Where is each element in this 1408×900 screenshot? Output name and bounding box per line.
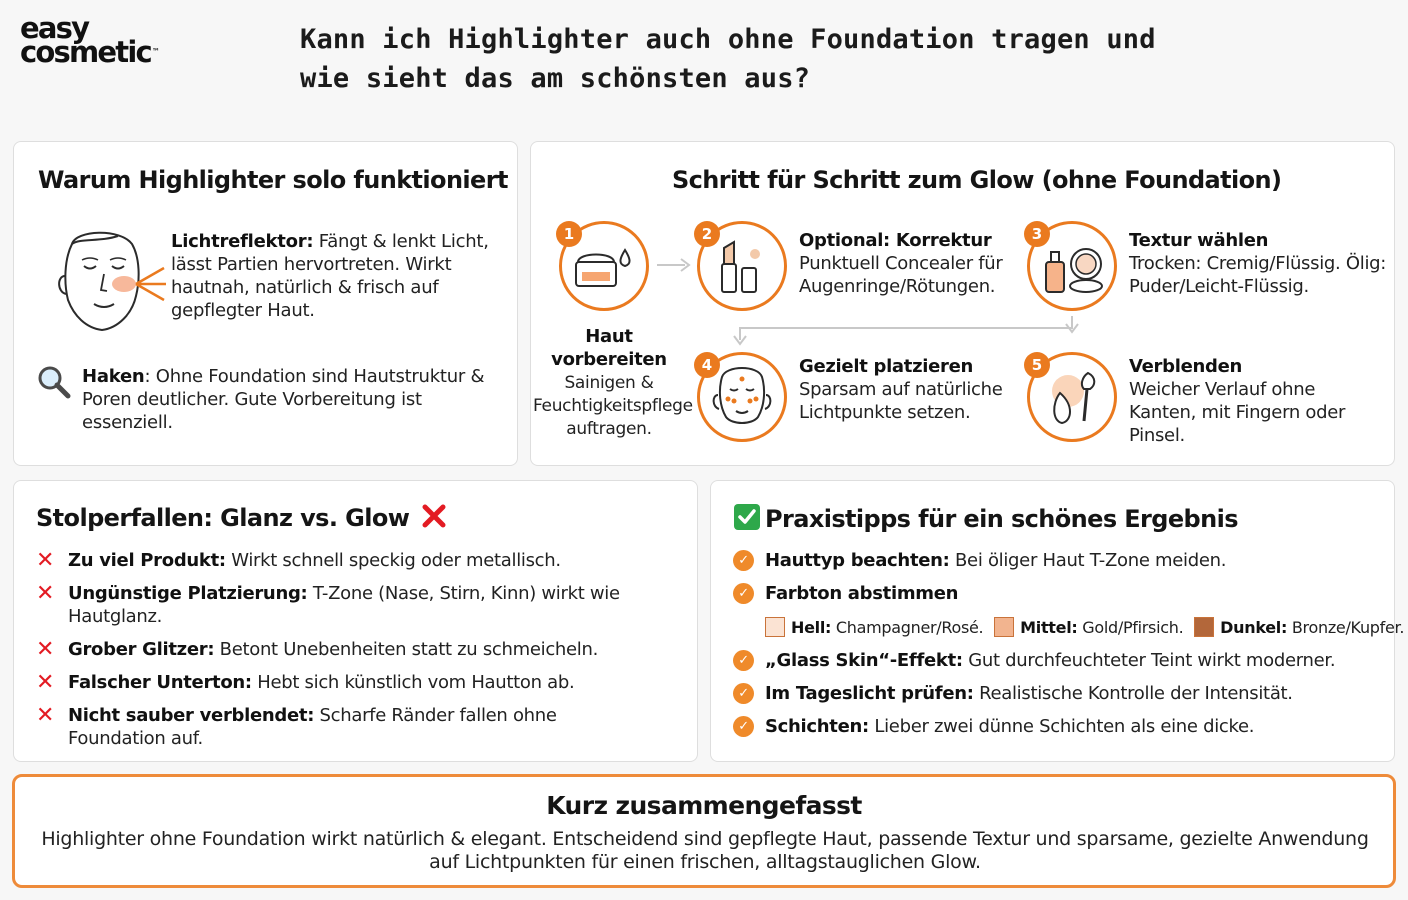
check-circle-icon: ✓ — [733, 650, 754, 671]
check-circle-icon: ✓ — [733, 583, 754, 604]
magnifier-icon — [36, 364, 72, 400]
step-4-number: 4 — [694, 352, 720, 378]
brand-logo[interactable] — [20, 11, 160, 69]
step-2-number: 2 — [694, 221, 720, 247]
step-3-text: Textur wählen Trocken: Cremig/Flüssig. Ölig: Puder/Leicht-Flüssig. — [1129, 230, 1387, 297]
tip-item: ✓ Farbton abstimmen — [733, 582, 1373, 605]
green-check-icon — [733, 503, 761, 531]
check-circle-icon: ✓ — [733, 550, 754, 571]
steps-title: Schritt für Schritt zum Glow (ohne Foundation) — [672, 166, 1282, 194]
swatch-medium — [994, 617, 1014, 637]
catch-text: Haken: Ohne Foundation sind Hautstruktur & Poren deutlicher. Gute Vorbereitung ist essenziell. — [82, 366, 485, 433]
summary-text: Highlighter ohne Foundation wirkt natürlich & elegant. Entscheidend sind gepflegte Haut, passende Textur und sparsame, gezielte Anwendung auf Lichtpunkten für einen frischen, alltagstauglichen Glow. — [41, 828, 1369, 873]
pitfalls-list — [36, 549, 636, 760]
step-5-number: 5 — [1024, 352, 1050, 378]
face-glow-icon — [44, 224, 174, 342]
steps-card — [530, 141, 1395, 466]
summary-box — [12, 774, 1396, 888]
cross-icon: ✕ — [36, 703, 55, 728]
brand-line-1: easy — [20, 11, 89, 45]
swatch-dark — [1194, 617, 1214, 637]
cross-icon — [421, 503, 447, 529]
pitfall-item: ✕ Grober Glitzer: Betont Unebenheiten statt zu schmeicheln. — [36, 637, 599, 662]
pitfall-item: ✕ Ungünstige Platzierung: T-Zone (Nase, Stirn, Kinn) wirkt wie Hautglanz. — [36, 581, 620, 627]
step-3-number: 3 — [1024, 221, 1050, 247]
cross-icon: ✕ — [36, 637, 55, 662]
pitfall-item: ✕ Falscher Unterton: Hebt sich künstlich vom Hautton ab. — [36, 670, 575, 695]
shade-swatches: Hell: Champagner/Rosé. Mittel: Gold/Pfirsich. Dunkel: Bronze/Kupfer. — [765, 617, 1404, 637]
why-card — [13, 141, 518, 466]
summary-title: Kurz zusammengefasst — [546, 791, 862, 820]
tip-item: ✓ Hauttyp beachten: Bei öliger Haut T-Zone meiden. — [733, 549, 1373, 572]
cross-icon: ✕ — [36, 548, 55, 573]
why-title: Warum Highlighter solo funktioniert — [38, 166, 508, 194]
step-2-text: Optional: Korrektur Punktuell Concealer für Augenringe/Rötungen. — [799, 230, 1003, 297]
cross-icon: ✕ — [36, 581, 55, 606]
cross-icon: ✕ — [36, 670, 55, 695]
tips-list-bottom — [733, 649, 1373, 748]
step-1-number: 1 — [556, 221, 582, 247]
step-1-text: Haut vorbereiten Sainigen & Feuchtigkeitspflege auftragen. — [533, 326, 693, 439]
pitfall-item: ✕ Nicht sauber verblendet: Scharfe Ränder fallen ohne Foundation auf. — [36, 703, 557, 749]
tip-item: ✓ Im Tageslicht prüfen: Realistische Kontrolle der Intensität. — [733, 682, 1373, 705]
swatch-light — [765, 617, 785, 637]
tips-title: Praxistipps für ein schönes Ergebnis — [733, 503, 1238, 533]
page-title: Kann ich Highlighter auch ohne Foundation tragen und wie sieht das am schönsten aus? — [300, 24, 1156, 94]
brand-line-2: cosmetic™ — [20, 35, 160, 69]
tips-list-top — [733, 549, 1373, 615]
check-circle-icon: ✓ — [733, 683, 754, 704]
tip-item: ✓ „Glass Skin“-Effekt: Gut durchfeuchteter Teint wirkt moderner. — [733, 649, 1373, 672]
pitfall-item: ✕ Zu viel Produkt: Wirkt schnell speckig oder metallisch. — [36, 548, 561, 573]
arrow-1-to-2 — [655, 256, 695, 274]
trademark: ™ — [151, 47, 160, 56]
tips-card — [710, 480, 1405, 762]
pitfalls-card — [13, 480, 698, 762]
reflector-text: Lichtreflektor: Fängt & lenkt Licht, lässt Partien hervortreten. Wirkt hautnah, natürlich & frisch auf gepflegter Haut. — [171, 231, 489, 321]
check-circle-icon: ✓ — [733, 716, 754, 737]
step-5-text: Verblenden Weicher Verlauf ohne Kanten, mit Fingern oder Pinsel. — [1129, 356, 1346, 446]
tip-item: ✓ Schichten: Lieber zwei dünne Schichten als eine dicke. — [733, 715, 1373, 738]
row-connector-arrow — [726, 314, 1086, 348]
step-4-text: Gezielt platzieren Sparsam auf natürliche Lichtpunkte setzen. — [799, 356, 1003, 423]
pitfalls-title: Stolperfallen: Glanz vs. Glow — [36, 503, 447, 532]
